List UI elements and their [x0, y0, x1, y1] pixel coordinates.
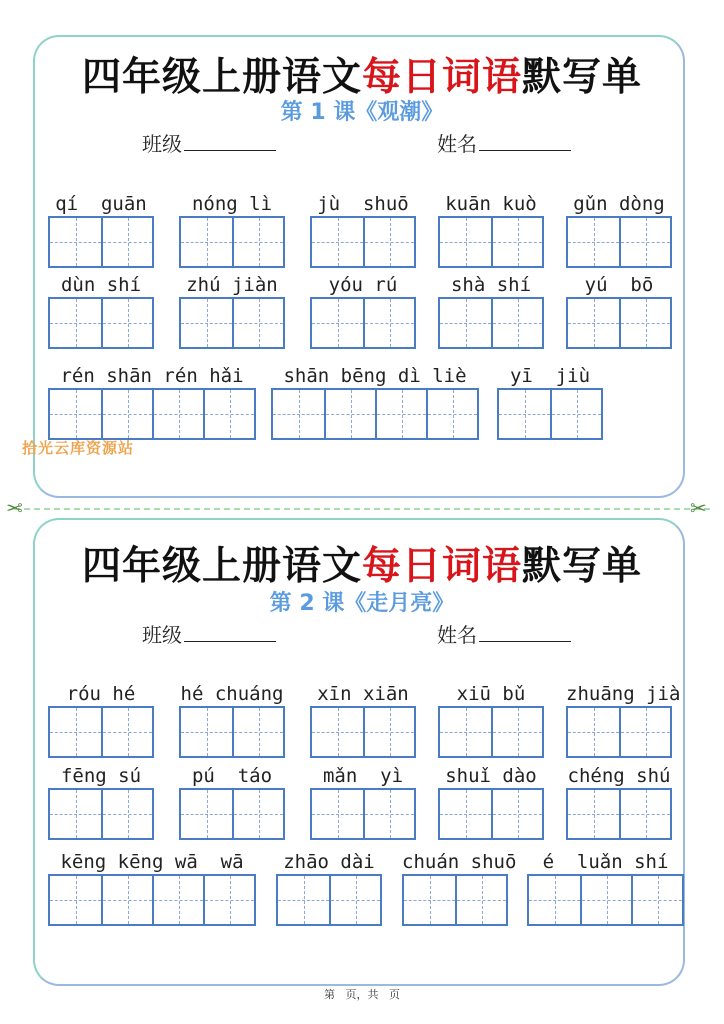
word-item	[48, 682, 154, 758]
pinyin-label: kēng kēng wā wā	[60, 851, 244, 873]
writing-grid[interactable]	[310, 297, 416, 349]
tianzige-cell[interactable]	[440, 299, 491, 347]
pinyin-label: fēng sú	[60, 765, 142, 787]
tianzige-cell[interactable]	[101, 390, 152, 438]
word-item	[179, 764, 285, 840]
pinyin-label: é luǎn shí	[542, 851, 669, 873]
tianzige-cell[interactable]	[631, 876, 682, 924]
tianzige-cell[interactable]	[50, 299, 101, 347]
name-label: 姓名	[437, 623, 477, 647]
tianzige-cell[interactable]	[568, 299, 619, 347]
pinyin-label: hé chuáng	[180, 683, 284, 705]
word-item	[276, 850, 382, 926]
tianzige-cell[interactable]	[580, 876, 631, 924]
class-blank[interactable]	[184, 132, 276, 151]
name-field[interactable]	[437, 128, 571, 157]
page-footer: 第 页，共 页	[324, 988, 400, 1001]
pinyin-label: dùn shí	[60, 274, 142, 296]
tianzige-cell[interactable]	[152, 876, 203, 924]
word-item	[179, 192, 285, 268]
tianzige-cell[interactable]	[568, 218, 619, 266]
tianzige-cell[interactable]	[203, 876, 254, 924]
writing-grid[interactable]	[527, 874, 684, 926]
pinyin-label: zhāo dài	[283, 851, 375, 873]
writing-grid[interactable]	[48, 788, 154, 840]
tianzige-cell[interactable]	[50, 218, 101, 266]
writing-grid[interactable]	[310, 706, 416, 758]
tianzige-cell[interactable]	[363, 708, 414, 756]
class-field[interactable]	[142, 619, 276, 648]
pinyin-label: rén shān rén hǎi	[60, 365, 244, 387]
tianzige-cell[interactable]	[203, 390, 254, 438]
pinyin-label: pú táo	[191, 765, 273, 787]
word-item	[48, 850, 256, 926]
scissors-icon: ✂	[690, 496, 707, 520]
writing-grid[interactable]	[566, 788, 672, 840]
tianzige-cell[interactable]	[312, 299, 363, 347]
word-item	[566, 764, 672, 840]
pinyin-label: zhú jiàn	[186, 274, 278, 296]
tianzige-cell[interactable]	[50, 390, 101, 438]
name-field[interactable]	[437, 619, 571, 648]
name-blank[interactable]	[479, 623, 571, 642]
word-item	[438, 764, 544, 840]
word-item	[438, 192, 544, 268]
writing-grid[interactable]	[276, 874, 382, 926]
tianzige-cell[interactable]	[101, 790, 152, 838]
pinyin-label: shà shí	[450, 274, 532, 296]
title-highlight: 每日词语	[361, 55, 522, 100]
class-label: 班级	[142, 132, 182, 156]
tianzige-cell[interactable]	[232, 218, 283, 266]
tianzige-cell[interactable]	[363, 790, 414, 838]
writing-grid[interactable]	[438, 706, 544, 758]
writing-grid[interactable]	[566, 706, 672, 758]
title-prefix: 四年级上册语文	[81, 55, 362, 100]
lesson-title: 第 1 课《观潮》	[280, 100, 444, 125]
tianzige-cell[interactable]	[375, 390, 426, 438]
writing-grid[interactable]	[179, 297, 285, 349]
class-field[interactable]	[142, 128, 276, 157]
tianzige-cell[interactable]	[440, 790, 491, 838]
tianzige-cell[interactable]	[181, 218, 232, 266]
tianzige-cell[interactable]	[50, 876, 101, 924]
tianzige-cell[interactable]	[232, 708, 283, 756]
tianzige-cell[interactable]	[329, 876, 380, 924]
name-blank[interactable]	[479, 132, 571, 151]
pinyin-label: xiū bǔ	[456, 683, 526, 705]
tianzige-cell[interactable]	[101, 876, 152, 924]
word-item	[48, 764, 154, 840]
tianzige-cell[interactable]	[440, 708, 491, 756]
watermark: 拾光云库资源站	[22, 439, 135, 457]
pinyin-label: kuān kuò	[445, 193, 537, 215]
tianzige-cell[interactable]	[568, 708, 619, 756]
tianzige-cell[interactable]	[312, 708, 363, 756]
tianzige-cell[interactable]	[550, 390, 601, 438]
pinyin-label: shuǐ dào	[445, 765, 537, 787]
tianzige-cell[interactable]	[232, 299, 283, 347]
word-item	[48, 192, 154, 268]
title-prefix: 四年级上册语文	[81, 544, 362, 589]
writing-grid[interactable]	[310, 788, 416, 840]
word-item	[179, 273, 285, 349]
tianzige-cell[interactable]	[232, 790, 283, 838]
title-highlight: 每日词语	[361, 544, 522, 589]
tianzige-cell[interactable]	[273, 390, 324, 438]
tianzige-cell[interactable]	[499, 390, 550, 438]
word-item	[566, 192, 672, 268]
writing-grid[interactable]	[310, 216, 416, 268]
tianzige-cell[interactable]	[181, 790, 232, 838]
title-suffix: 默写单	[522, 544, 643, 589]
writing-grid[interactable]	[438, 216, 544, 268]
tianzige-cell[interactable]	[491, 708, 542, 756]
writing-grid[interactable]	[179, 216, 285, 268]
writing-grid[interactable]	[271, 388, 479, 440]
writing-grid[interactable]	[48, 216, 154, 268]
writing-grid[interactable]	[48, 388, 256, 440]
worksheet-title	[0, 535, 724, 591]
pinyin-label: jù shuō	[317, 193, 409, 215]
pinyin-label: nóng lì	[191, 193, 273, 215]
word-item	[310, 273, 416, 349]
tianzige-cell[interactable]	[101, 299, 152, 347]
pinyin-label: shān bēng dì liè	[283, 365, 467, 387]
writing-grid[interactable]	[48, 706, 154, 758]
tianzige-cell[interactable]	[619, 299, 670, 347]
pinyin-label: chéng shú	[567, 765, 671, 787]
worksheet-title	[0, 46, 724, 102]
writing-grid[interactable]	[438, 297, 544, 349]
tianzige-cell[interactable]	[491, 299, 542, 347]
pinyin-label: yóu rú	[328, 274, 398, 296]
class-label: 班级	[142, 623, 182, 647]
pinyin-label: chuán shuō	[402, 851, 517, 873]
writing-grid[interactable]	[566, 216, 672, 268]
word-item	[179, 682, 285, 758]
name-label: 姓名	[437, 132, 477, 156]
tianzige-cell[interactable]	[529, 876, 580, 924]
word-item	[48, 273, 154, 349]
tianzige-cell[interactable]	[426, 390, 477, 438]
tianzige-cell[interactable]	[619, 218, 670, 266]
writing-grid[interactable]	[566, 297, 672, 349]
writing-grid[interactable]	[48, 874, 256, 926]
tianzige-cell[interactable]	[440, 218, 491, 266]
pinyin-label: xīn xiān	[317, 683, 409, 705]
word-item	[527, 850, 684, 926]
tianzige-cell[interactable]	[455, 876, 506, 924]
pinyin-label: róu hé	[66, 683, 136, 705]
tianzige-cell[interactable]	[619, 790, 670, 838]
tianzige-cell[interactable]	[324, 390, 375, 438]
word-item	[48, 364, 256, 440]
tianzige-cell[interactable]	[363, 299, 414, 347]
tianzige-cell[interactable]	[491, 218, 542, 266]
tianzige-cell[interactable]	[50, 790, 101, 838]
tianzige-cell[interactable]	[568, 790, 619, 838]
cut-line	[14, 508, 710, 510]
writing-grid[interactable]	[179, 788, 285, 840]
word-item	[402, 850, 517, 926]
pinyin-label: mǎn yì	[322, 765, 404, 787]
writing-grid[interactable]	[179, 706, 285, 758]
writing-grid[interactable]	[497, 388, 603, 440]
pinyin-label: gǔn dòng	[573, 193, 665, 215]
word-item	[438, 682, 544, 758]
tianzige-cell[interactable]	[181, 708, 232, 756]
word-item	[566, 273, 672, 349]
pinyin-label: yú bō	[584, 274, 654, 296]
tianzige-cell[interactable]	[312, 218, 363, 266]
pinyin-label: zhuāng jià	[566, 683, 681, 705]
tianzige-cell[interactable]	[278, 876, 329, 924]
tianzige-cell[interactable]	[152, 390, 203, 438]
pinyin-label: yī jiù	[509, 365, 591, 387]
pinyin-label: qí guān	[55, 193, 147, 215]
tianzige-cell[interactable]	[181, 299, 232, 347]
tianzige-cell[interactable]	[312, 790, 363, 838]
writing-grid[interactable]	[48, 297, 154, 349]
tianzige-cell[interactable]	[619, 708, 670, 756]
tianzige-cell[interactable]	[50, 708, 101, 756]
word-item	[271, 364, 479, 440]
word-item	[566, 682, 681, 758]
tianzige-cell[interactable]	[101, 218, 152, 266]
tianzige-cell[interactable]	[491, 790, 542, 838]
class-blank[interactable]	[184, 623, 276, 642]
tianzige-cell[interactable]	[101, 708, 152, 756]
writing-grid[interactable]	[402, 874, 508, 926]
word-item	[310, 764, 416, 840]
tianzige-cell[interactable]	[363, 218, 414, 266]
tianzige-cell[interactable]	[404, 876, 455, 924]
writing-grid[interactable]	[438, 788, 544, 840]
title-suffix: 默写单	[522, 55, 643, 100]
lesson-title: 第 2 课《走月亮》	[269, 591, 455, 616]
word-item	[497, 364, 603, 440]
word-item	[310, 192, 416, 268]
word-item	[438, 273, 544, 349]
word-item	[310, 682, 416, 758]
scissors-icon: ✂	[6, 496, 23, 520]
